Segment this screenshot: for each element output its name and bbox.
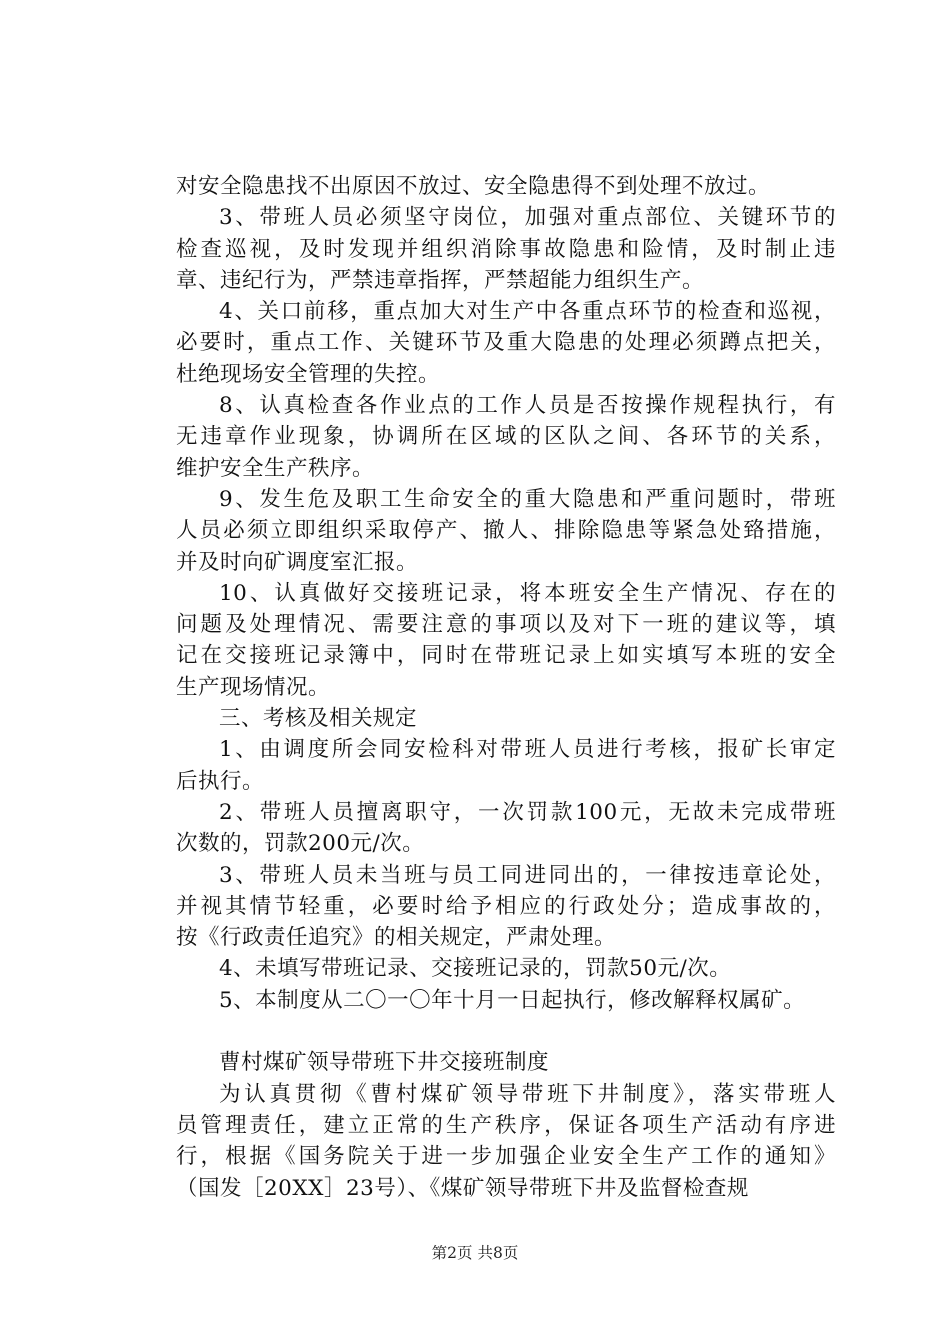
paragraph — [176, 797, 836, 860]
paragraph — [176, 484, 836, 578]
paragraph — [176, 734, 836, 797]
text-line: 员管理责任，建立正常的生产秩序，保证各项生产活动有序进 — [176, 1112, 836, 1138]
paragraph — [176, 390, 836, 484]
text-line: 5、本制度从二〇一〇年十月一日起执行，修改解释权属矿。 — [219, 987, 806, 1013]
text-line: 4、未填写带班记录、交接班记录的，罚款50元/次。 — [219, 956, 732, 982]
text-line: 三、考核及相关规定 — [219, 706, 418, 732]
text-line: 为认真贯彻《曹村煤矿领导带班下井制度》，落实带班人 — [219, 1081, 836, 1107]
document-body — [176, 171, 836, 1204]
text-line: 检查巡视，及时发现并组织消除事故隐患和险情，及时制止违 — [176, 236, 836, 262]
text-line: 按《行政责任追究》的相关规定，严肃处理。 — [176, 925, 617, 951]
text-line: 10、认真做好交接班记录，将本班安全生产情况、存在的 — [219, 580, 836, 606]
paragraph — [176, 171, 836, 202]
paragraph — [176, 703, 836, 734]
text-line: 并视其情节轻重，必要时给予相应的行政处分；造成事故的， — [176, 893, 836, 919]
text-line: 2、带班人员擅离职守，一次罚款100元，无故未完成带班 — [219, 799, 836, 825]
text-line: 3、带班人员未当班与员工同进同出的，一律按违章论处， — [219, 862, 836, 888]
text-line: 必要时，重点工作、关键环节及重大隐患的处理必须蹲点把关， — [176, 330, 836, 356]
paragraph — [176, 202, 836, 296]
text-line: 9、发生危及职工生命安全的重大隐患和严重问题时，带班 — [219, 486, 836, 512]
text-line: 并及时向矿调度室汇报。 — [176, 549, 419, 575]
paragraph-spacer — [176, 1016, 836, 1047]
page-number-footer: 第2页 共8页 — [431, 1244, 519, 1262]
paragraph — [176, 296, 836, 390]
text-line: 后执行。 — [176, 768, 265, 794]
text-line: 次数的，罚款200元/次。 — [176, 831, 425, 857]
paragraph — [176, 1047, 836, 1078]
text-line: 行，根据《国务院关于进一步加强企业安全生产工作的通知》 — [176, 1144, 836, 1170]
text-line: 记在交接班记录簿中，同时在带班记录上如实填写本班的安全 — [176, 643, 836, 669]
text-line: 章、违纪行为，严禁违章指挥，严禁超能力组织生产。 — [176, 267, 705, 293]
text-line: 问题及处理情况、需要注意的事项以及对下一班的建议等，填 — [176, 612, 836, 638]
paragraph — [176, 578, 836, 703]
text-line: 对安全隐患找不出原因不放过、安全隐患得不到处理不放过。 — [176, 174, 771, 199]
text-line: 无违章作业现象，协调所在区域的区队之间、各环节的关系， — [176, 424, 836, 450]
paragraph — [176, 953, 836, 984]
text-line: 维护安全生产秩序。 — [176, 455, 375, 481]
text-line: 3、带班人员必须坚守岗位，加强对重点部位、关键环节的 — [219, 205, 836, 231]
text-line: 1、由调度所会同安检科对带班人员进行考核，报矿长审定 — [219, 737, 836, 763]
paragraph — [176, 860, 836, 954]
text-line: 曹村煤矿领导带班下井交接班制度 — [219, 1050, 550, 1076]
paragraph — [176, 985, 836, 1016]
text-line: 8、认真检查各作业点的工作人员是否按操作规程执行，有 — [219, 393, 836, 419]
text-line: （国发［20XX］23号）、《煤矿领导带班下井及监督检查规 — [176, 1175, 749, 1201]
text-line: 杜绝现场安全管理的失控。 — [176, 361, 441, 387]
text-line: 生产现场情况。 — [176, 674, 331, 700]
text-line: 4、关口前移，重点加大对生产中各重点环节的检查和巡视， — [219, 299, 836, 325]
paragraph — [176, 1079, 836, 1204]
text-line: 人员必须立即组织采取停产、撤人、排除隐患等紧急处臵措施， — [176, 518, 836, 544]
